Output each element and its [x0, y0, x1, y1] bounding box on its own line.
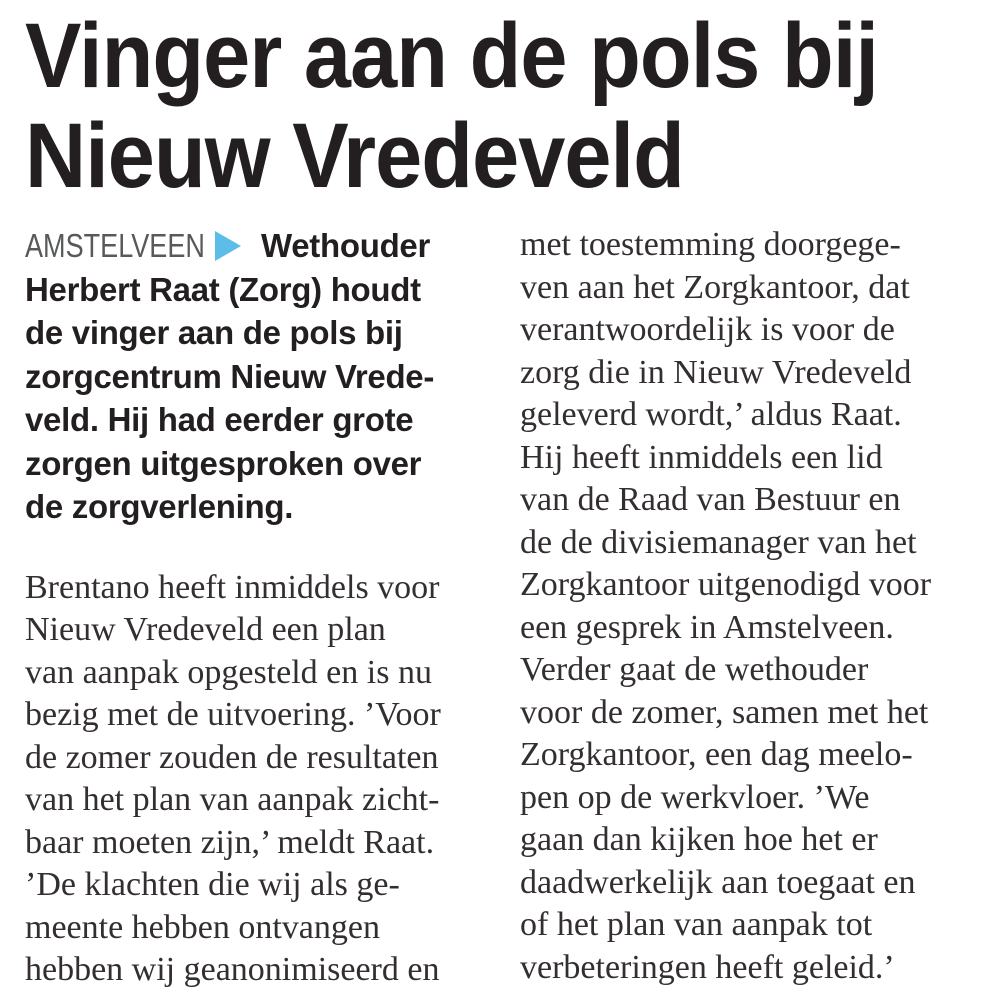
body-line: van het plan van aanpak zicht- — [25, 781, 440, 818]
lede-line: de zorgverlening. — [25, 488, 294, 525]
body-line: Verder gaat de wethouder — [520, 651, 869, 688]
article-columns — [0, 224, 1000, 992]
body-line: een gesprek in Amstelveen. — [520, 608, 894, 646]
headline-line: Vinger aan de pols bij — [25, 5, 879, 107]
lede-first-word: Wethouder — [261, 226, 431, 264]
column-right — [520, 224, 970, 992]
body-line: de zomer zouden de resultaten — [25, 738, 439, 776]
body-line: Brentano heeft inmiddels voor — [25, 568, 440, 606]
body-line: van de Raad van Bestuur en — [520, 481, 901, 518]
body-line: Hij heeft inmiddels een lid — [520, 438, 883, 476]
lede-paragraph — [25, 224, 520, 529]
body-text-left — [25, 567, 520, 992]
body-line: meente hebben ontvangen — [25, 908, 380, 946]
dateline-location: AMSTELVEEN — [25, 226, 205, 264]
dateline — [25, 224, 520, 268]
lede-lines — [25, 268, 520, 529]
lede-line: zorgen uitgesproken over — [25, 444, 422, 482]
dateline-arrow-icon — [215, 231, 241, 261]
lede-line: de vinger aan de pols bij — [25, 314, 403, 351]
lede-line: Herbert Raat (Zorg) houdt — [25, 270, 421, 308]
headline — [0, 0, 1000, 206]
body-line: hebben wij geanonimiseerd en — [25, 951, 440, 988]
body-line: voor de zomer, samen met het — [520, 693, 929, 731]
body-line: Nieuw Vredeveld een plan — [25, 611, 386, 648]
body-line: verantwoordelijk is voor de — [520, 311, 895, 348]
body-line: ven aan het Zorgkantoor, dat — [520, 268, 910, 306]
lede-line: zorgcentrum Nieuw Vrede- — [25, 357, 435, 395]
lede-line: veld. Hij had eerder grote — [25, 401, 414, 438]
body-line: van aanpak opgesteld en is nu — [25, 653, 432, 691]
body-line: baar moeten zijn,’ meldt Raat. — [25, 823, 435, 861]
body-line: Zorgkantoor, een dag meelo- — [520, 736, 913, 773]
body-line: Zorgkantoor uitgenodigd voor — [520, 566, 932, 603]
body-text-right — [520, 224, 970, 989]
body-line: daadwerkelijk aan toegaat en — [520, 863, 916, 901]
body-line: verbeteringen heeft geleid.’ — [520, 948, 895, 986]
body-line: ’De klachten die wij als ge- — [25, 866, 400, 903]
body-line: bezig met de uitvoering. ’Voor — [25, 696, 441, 733]
body-line: zorg die in Nieuw Vredeveld — [520, 353, 912, 391]
body-line: de de divisiemanager van het — [520, 523, 917, 561]
body-line: met toestemming doorgege- — [520, 226, 901, 263]
body-line: of het plan van aanpak tot — [520, 906, 873, 943]
column-left — [25, 224, 520, 992]
headline-line: Nieuw Vredeveld — [25, 105, 684, 207]
body-line: pen op de werkvloer. ’We — [520, 778, 870, 816]
body-line: gaan dan kijken hoe het er — [520, 821, 878, 858]
body-line: geleverd wordt,’ aldus Raat. — [520, 396, 902, 433]
